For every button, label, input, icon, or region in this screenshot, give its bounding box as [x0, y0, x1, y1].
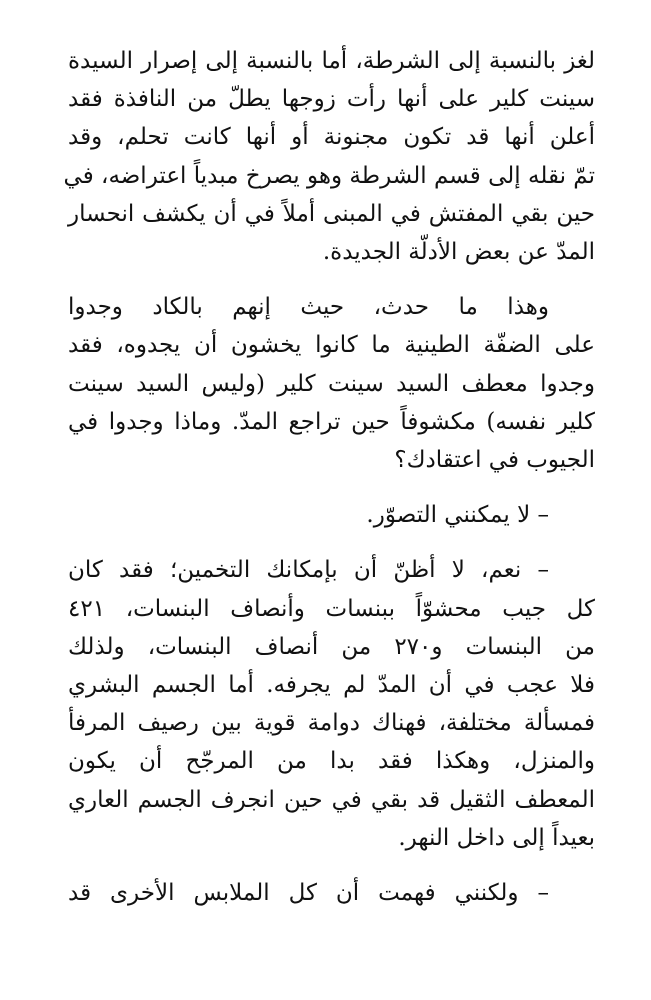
text-line: من البنسات و٢٧٠ من أنصاف البنسات، ولذلك: [68, 633, 596, 660]
text-line: حين بقي المفتش في المبنى أملاً في أن يكشف انحسار: [68, 200, 595, 227]
text-line: سينت كلير على أنها رأت زوجها يطلّ من النافذة فقد: [68, 86, 595, 113]
paragraph-4: [68, 551, 595, 857]
text-line: – ولكنني فهمت أن كل الملابس الأخرى قد: [68, 880, 549, 907]
text-line: كلير نفسه) مكشوفاً حين تراجع المدّ. وماذا وجدوا في: [68, 408, 595, 435]
text-line: الجيوب في اعتقادك؟: [394, 447, 595, 474]
text-line: المعطف الثقيل قد بقي في حين انجرف الجسم العاري: [68, 786, 595, 813]
text-line: وهذا ما حدث، حيث إنهم بالكاد وجدوا: [68, 294, 549, 321]
paragraph-5: [68, 874, 595, 912]
text-line: بعيداً إلى داخل النهر.: [398, 824, 595, 851]
text-line: المدّ عن بعض الأدلّة الجديدة.: [322, 239, 595, 266]
text-line: تمّ نقله إلى قسم الشرطة وهو يصرخ مبدياً اعتراضه، في: [63, 162, 595, 189]
paragraph-1: [63, 42, 595, 271]
text-line: فلا عجب في أن المدّ لم يجرفه. أما الجسم البشري: [68, 672, 595, 699]
text-line: كل جيب محشوّاً ببنسات وأنصاف البنسات، ٤٢١: [68, 595, 595, 622]
text-line: وجدوا معطف السيد سينت كلير (وليس السيد سينت: [68, 370, 595, 397]
text-line: – لا يمكنني التصوّر.: [366, 502, 549, 529]
text-line: – نعم، لا أظنّ أن بإمكانك التخمين؛ فقد كان: [68, 557, 549, 584]
paragraph-3: [68, 496, 595, 534]
text-line: أعلن أنها قد تكون مجنونة أو أنها كانت تحلم، وقد: [68, 124, 595, 151]
text-line: لغز بالنسبة إلى الشرطة، أما بالنسبة إلى إصرار السيدة: [68, 48, 595, 74]
text-line: والمنزل، وهكذا فقد بدا من المرجّح أن يكون: [68, 748, 595, 775]
paragraph-2: [68, 288, 595, 479]
text-line: فمسألة مختلفة، فهناك دوامة قوية بين رصيف المرفأ: [68, 710, 595, 737]
text-line: على الضفّة الطينية ما كانوا يخشون أن يجدوه، فقد: [68, 332, 595, 359]
